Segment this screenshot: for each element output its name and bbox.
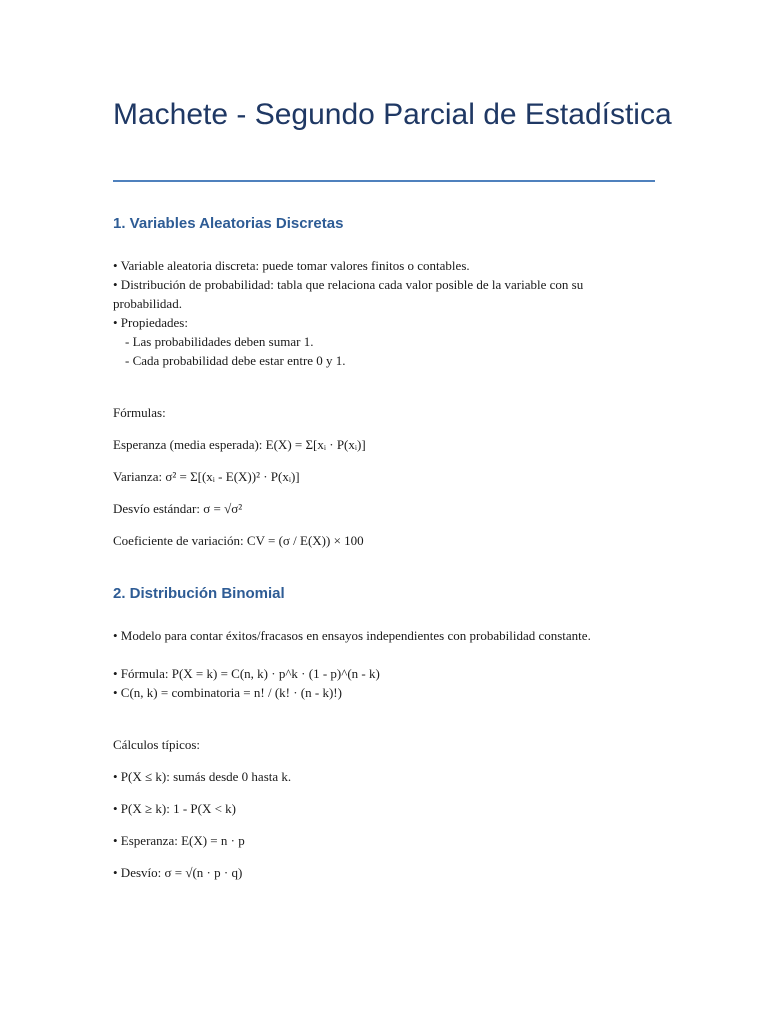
bullet-modelo-binomial: • Modelo para contar éxitos/fracasos en ensayos independientes con probabilidad constante.: [113, 628, 591, 643]
formula-desvio-estandar: Desvío estándar: σ = √σ²: [113, 501, 243, 516]
calculo-mayor-igual: • P(X ≥ k): 1 - P(X < k): [113, 801, 237, 816]
section-heading-distribucion-binomial: 2. Distribución Binomial: [113, 585, 285, 602]
sub-bullet-entre-0-y-1: - Cada probabilidad debe estar entre 0 y 1.: [125, 353, 346, 368]
section-heading-variables-aleatorias: 1. Variables Aleatorias Discretas: [113, 215, 344, 232]
title-underline: [113, 180, 655, 182]
bullet-propiedades: • Propiedades:: [113, 315, 188, 330]
formula-varianza: Varianza: σ² = Σ[(xᵢ - E(X))² · P(xᵢ)]: [113, 469, 300, 484]
sub-bullet-sumar-1: - Las probabilidades deben sumar 1.: [125, 334, 314, 349]
formulas-label: Fórmulas:: [113, 405, 166, 420]
calculo-desvio: • Desvío: σ = √(n · p · q): [113, 865, 243, 880]
formula-esperanza: Esperanza (media esperada): E(X) = Σ[xᵢ · P(xᵢ)]: [113, 437, 366, 452]
bullet-variable-discreta: • Variable aleatoria discreta: puede tomar valores finitos o contables.: [113, 258, 470, 273]
bullet-formula-binomial: • Fórmula: P(X = k) = C(n, k) · p^k · (1 - p)^(n - k): [113, 666, 380, 681]
bullet-distribucion-probabilidad: • Distribución de probabilidad: tabla que relaciona cada valor posible de la variable con su probabilidad.: [113, 277, 584, 311]
bullet-combinatoria: • C(n, k) = combinatoria = n! / (k! · (n - k)!): [113, 685, 342, 700]
calculos-label: Cálculos típicos:: [113, 737, 201, 752]
document-title: Machete - Segundo Parcial de Estadística: [113, 98, 672, 131]
formula-coeficiente-variacion: Coeficiente de variación: CV = (σ / E(X)) × 100: [113, 533, 364, 548]
calculo-esperanza: • Esperanza: E(X) = n · p: [113, 833, 245, 848]
calculo-menor-igual: • P(X ≤ k): sumás desde 0 hasta k.: [113, 769, 292, 784]
